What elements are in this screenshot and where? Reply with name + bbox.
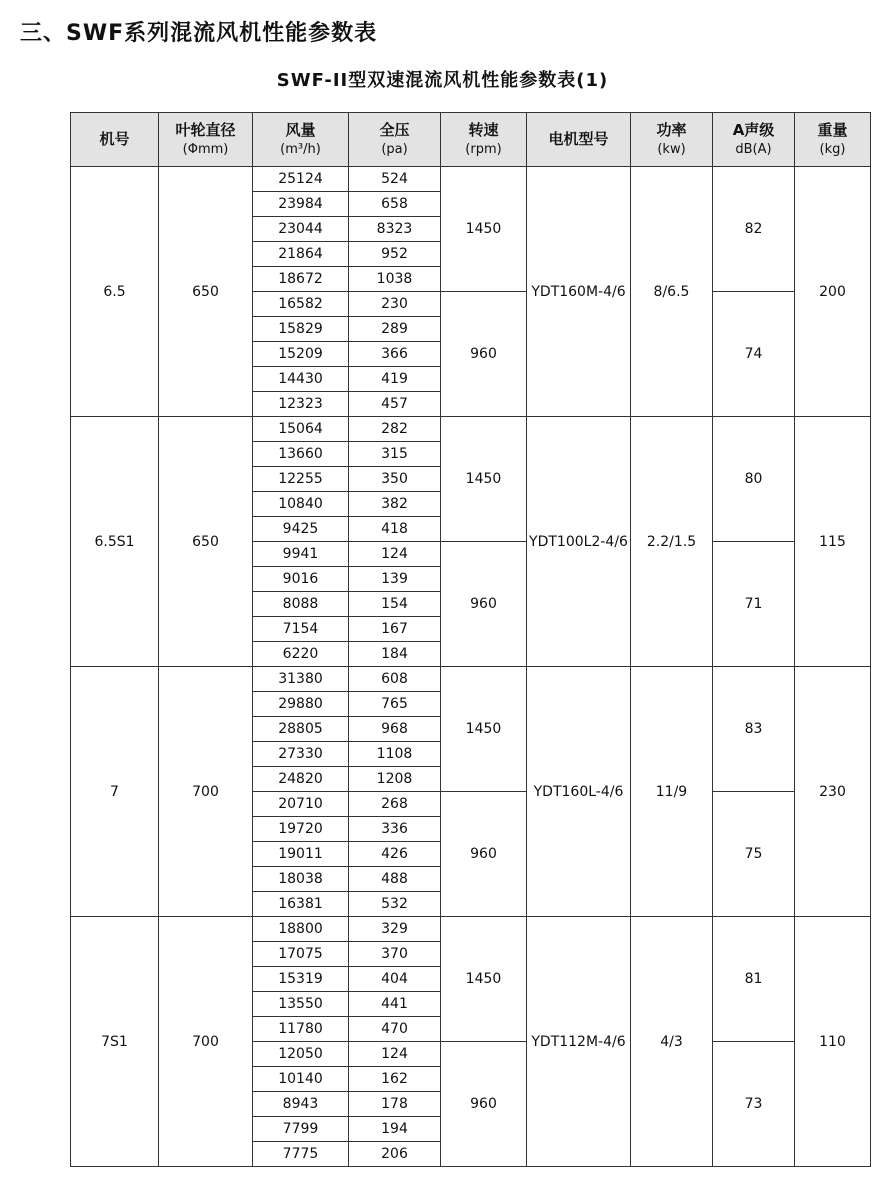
pressure-cell: 124: [349, 542, 441, 567]
airflow-cell: 9425: [253, 517, 349, 542]
airflow-cell: 7775: [253, 1142, 349, 1167]
speed-cell: 960: [441, 792, 527, 917]
power-cell: 8/6.5: [631, 167, 713, 417]
power-cell: 2.2/1.5: [631, 417, 713, 667]
header-machine-no: 机号: [71, 113, 159, 167]
pressure-cell: 8323: [349, 217, 441, 242]
pressure-cell: 419: [349, 367, 441, 392]
header-airflow: 风量 (m³/h): [253, 113, 349, 167]
pressure-cell: 329: [349, 917, 441, 942]
machine-no-cell: 7: [71, 667, 159, 917]
airflow-cell: 28805: [253, 717, 349, 742]
pressure-cell: 441: [349, 992, 441, 1017]
header-noise-level: A声级 dB(A): [713, 113, 795, 167]
airflow-cell: 9941: [253, 542, 349, 567]
speed-cell: 960: [441, 1042, 527, 1167]
performance-table: [70, 112, 871, 1167]
impeller-diameter-cell: 700: [159, 667, 253, 917]
pressure-cell: 139: [349, 567, 441, 592]
header-impeller-diameter: 叶轮直径 (Φmm): [159, 113, 253, 167]
noise-level-cell: 74: [713, 292, 795, 417]
table-row: [71, 917, 871, 942]
noise-level-cell: 73: [713, 1042, 795, 1167]
airflow-cell: 10840: [253, 492, 349, 517]
motor-model-cell: YDT160M-4/6: [527, 167, 631, 417]
motor-model-cell: YDT160L-4/6: [527, 667, 631, 917]
header-row: [71, 113, 871, 167]
power-cell: 11/9: [631, 667, 713, 917]
airflow-cell: 12255: [253, 467, 349, 492]
noise-level-cell: 82: [713, 167, 795, 292]
airflow-cell: 9016: [253, 567, 349, 592]
airflow-cell: 21864: [253, 242, 349, 267]
speed-cell: 1450: [441, 167, 527, 292]
airflow-cell: 25124: [253, 167, 349, 192]
airflow-cell: 7154: [253, 617, 349, 642]
pressure-cell: 350: [349, 467, 441, 492]
pressure-cell: 370: [349, 942, 441, 967]
airflow-cell: 17075: [253, 942, 349, 967]
airflow-cell: 6220: [253, 642, 349, 667]
machine-no-cell: 6.5S1: [71, 417, 159, 667]
pressure-cell: 968: [349, 717, 441, 742]
airflow-cell: 10140: [253, 1067, 349, 1092]
airflow-cell: 19011: [253, 842, 349, 867]
noise-level-cell: 71: [713, 542, 795, 667]
header-power: 功率 (kw): [631, 113, 713, 167]
airflow-cell: 16381: [253, 892, 349, 917]
table-body: [71, 167, 871, 1167]
airflow-cell: 8088: [253, 592, 349, 617]
speed-cell: 1450: [441, 417, 527, 542]
airflow-cell: 8943: [253, 1092, 349, 1117]
table-row: [71, 167, 871, 192]
motor-model-cell: YDT100L2-4/6: [527, 417, 631, 667]
airflow-cell: 15829: [253, 317, 349, 342]
airflow-cell: 19720: [253, 817, 349, 842]
impeller-diameter-cell: 650: [159, 417, 253, 667]
motor-model-cell: YDT112M-4/6: [527, 917, 631, 1167]
pressure-cell: 608: [349, 667, 441, 692]
noise-level-cell: 80: [713, 417, 795, 542]
pressure-cell: 524: [349, 167, 441, 192]
table-row: [71, 667, 871, 692]
speed-cell: 1450: [441, 917, 527, 1042]
header-speed: 转速 (rpm): [441, 113, 527, 167]
airflow-cell: 29880: [253, 692, 349, 717]
machine-no-cell: 7S1: [71, 917, 159, 1167]
pressure-cell: 404: [349, 967, 441, 992]
weight-cell: 230: [795, 667, 871, 917]
airflow-cell: 15319: [253, 967, 349, 992]
speed-cell: 1450: [441, 667, 527, 792]
pressure-cell: 1108: [349, 742, 441, 767]
pressure-cell: 1038: [349, 267, 441, 292]
pressure-cell: 282: [349, 417, 441, 442]
noise-level-cell: 83: [713, 667, 795, 792]
pressure-cell: 336: [349, 817, 441, 842]
power-cell: 4/3: [631, 917, 713, 1167]
table-header: [71, 113, 871, 167]
pressure-cell: 366: [349, 342, 441, 367]
pressure-cell: 268: [349, 792, 441, 817]
header-total-pressure: 全压 (pa): [349, 113, 441, 167]
airflow-cell: 18800: [253, 917, 349, 942]
airflow-cell: 13660: [253, 442, 349, 467]
airflow-cell: 11780: [253, 1017, 349, 1042]
pressure-cell: 470: [349, 1017, 441, 1042]
airflow-cell: 23044: [253, 217, 349, 242]
weight-cell: 110: [795, 917, 871, 1167]
table-row: [71, 417, 871, 442]
airflow-cell: 20710: [253, 792, 349, 817]
pressure-cell: 1208: [349, 767, 441, 792]
pressure-cell: 289: [349, 317, 441, 342]
pressure-cell: 167: [349, 617, 441, 642]
impeller-diameter-cell: 700: [159, 917, 253, 1167]
airflow-cell: 27330: [253, 742, 349, 767]
machine-no-cell: 6.5: [71, 167, 159, 417]
noise-level-cell: 81: [713, 917, 795, 1042]
speed-cell: 960: [441, 292, 527, 417]
airflow-cell: 16582: [253, 292, 349, 317]
weight-cell: 115: [795, 417, 871, 667]
airflow-cell: 18038: [253, 867, 349, 892]
airflow-cell: 23984: [253, 192, 349, 217]
airflow-cell: 13550: [253, 992, 349, 1017]
airflow-cell: 12050: [253, 1042, 349, 1067]
pressure-cell: 488: [349, 867, 441, 892]
pressure-cell: 184: [349, 642, 441, 667]
pressure-cell: 418: [349, 517, 441, 542]
pressure-cell: 658: [349, 192, 441, 217]
airflow-cell: 18672: [253, 267, 349, 292]
pressure-cell: 765: [349, 692, 441, 717]
airflow-cell: 7799: [253, 1117, 349, 1142]
pressure-cell: 178: [349, 1092, 441, 1117]
airflow-cell: 12323: [253, 392, 349, 417]
section-heading: 三、SWF系列混流风机性能参数表: [20, 21, 378, 46]
airflow-cell: 14430: [253, 367, 349, 392]
pressure-cell: 532: [349, 892, 441, 917]
weight-cell: 200: [795, 167, 871, 417]
impeller-diameter-cell: 650: [159, 167, 253, 417]
pressure-cell: 382: [349, 492, 441, 517]
pressure-cell: 426: [349, 842, 441, 867]
airflow-cell: 24820: [253, 767, 349, 792]
airflow-cell: 15064: [253, 417, 349, 442]
pressure-cell: 457: [349, 392, 441, 417]
airflow-cell: 31380: [253, 667, 349, 692]
noise-level-cell: 75: [713, 792, 795, 917]
pressure-cell: 315: [349, 442, 441, 467]
table-title: SWF-II型双速混流风机性能参数表(1): [276, 70, 609, 91]
pressure-cell: 952: [349, 242, 441, 267]
pressure-cell: 206: [349, 1142, 441, 1167]
header-motor-model: 电机型号: [527, 113, 631, 167]
pressure-cell: 230: [349, 292, 441, 317]
header-weight: 重量 (kg): [795, 113, 871, 167]
pressure-cell: 162: [349, 1067, 441, 1092]
airflow-cell: 15209: [253, 342, 349, 367]
pressure-cell: 194: [349, 1117, 441, 1142]
pressure-cell: 154: [349, 592, 441, 617]
pressure-cell: 124: [349, 1042, 441, 1067]
speed-cell: 960: [441, 542, 527, 667]
